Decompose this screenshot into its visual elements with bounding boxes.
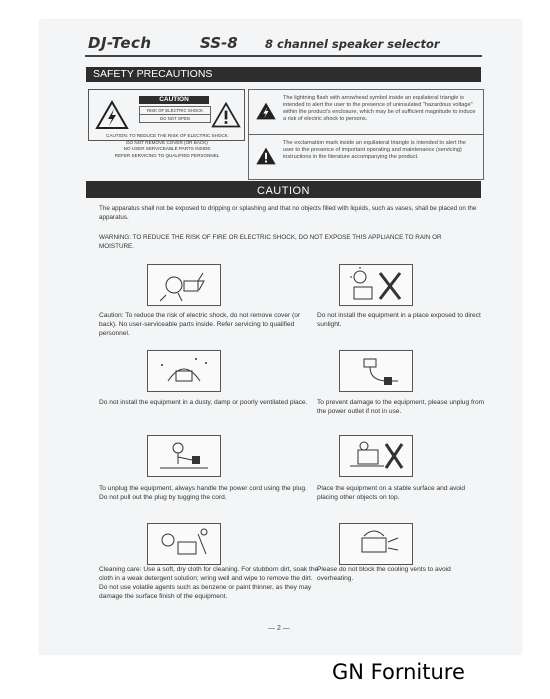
ventilation-illustration	[339, 523, 413, 565]
watermark-text: GN Forniture	[332, 660, 465, 684]
instruction-text-dusty: Do not install the equipment in a dusty, damp or poorly ventilated place.	[99, 399, 308, 406]
caution-risk-text: RISK OF ELECTRIC SHOCK	[139, 106, 211, 115]
stable-surface-illustration	[339, 435, 413, 477]
lightning-triangle-icon	[255, 100, 277, 122]
caution-label: CAUTION	[139, 96, 209, 104]
page-number: — 2 —	[268, 625, 290, 632]
lightning-symbol-explanation	[248, 89, 484, 135]
lightning-explanation-text: The lightning flash with arrowhead symbol inside an equilateral triangle is intended to alert the user to the presence of uninsulated "hazardous voltage" within the product's enclosure, which may be of sufficient magnitude to induce a risk of electric shock to persons.	[283, 95, 476, 122]
caution-instructions	[87, 133, 247, 159]
caution-heading	[86, 181, 481, 198]
caution-title: CAUTION	[257, 185, 310, 197]
caution-paragraph-warning: WARNING: TO REDUCE THE RISK OF FIRE OR ELECTRIC SHOCK, DO NOT EXPOSE THIS APPLIANCE TO RAIN OR MOISTURE.	[99, 234, 442, 250]
lightning-warning-icon	[95, 100, 129, 130]
plug-handling-illustration	[147, 435, 221, 477]
instruction-text-unplug: To prevent damage to the equipment, please unplug from the power outlet if not in use.	[317, 399, 485, 415]
model-name: SS-8	[200, 34, 238, 52]
caution-paragraph-liquids: The apparatus shall not be exposed to dripping or splashing and that no objects filled with liquids, such as vases, shall be placed on the apparatus.	[99, 205, 477, 221]
caution-text-line: CAUTION: TO REDUCE THE RISK OF ELECTRIC SHOCK	[106, 133, 228, 138]
dusty-place-illustration	[147, 350, 221, 392]
instruction-text-plug: To unplug the equipment, always handle the power cord using the plug. Do not pull out the plug by tugging the cord.	[99, 485, 307, 501]
exclamation-symbol-explanation	[248, 134, 484, 180]
caution-text-line: DO NOT REMOVE COVER (OR BACK)	[126, 139, 208, 145]
caution-text-line: NO USER SERVICEABLE PARTS INSIDE	[123, 146, 211, 152]
cleaning-illustration	[147, 523, 221, 565]
caution-text-line: REFER SERVICING TO QUALIFIED PERSONNEL	[114, 152, 220, 158]
brand-logo: DJ-Tech	[88, 34, 152, 52]
electric-shock-illustration	[147, 264, 221, 306]
sunlight-illustration	[339, 264, 413, 306]
safety-precautions-heading	[86, 67, 481, 82]
header-rule	[85, 55, 482, 57]
manual-page	[40, 20, 521, 654]
instruction-text-sunlight: Do not install the equipment in a place exposed to direct sunlight.	[317, 312, 481, 328]
exclamation-warning-icon	[211, 100, 241, 130]
instruction-text-cleaning: Cleaning care: Use a soft, dry cloth for cleaning. For stubborn dirt, soak the cloth in a weak detergent solution; wring well and wipe to remove the dirt. Do not use volatile agents such as benzene or paint thinner, as they may damage the surface finish of the equipment.	[99, 566, 319, 600]
product-subtitle: 8 channel speaker selector	[265, 37, 440, 51]
instruction-text-electric-shock: Caution: To reduce the risk of electric shock, do not remove cover (or back). No user-serviceable parts inside. Refer servicing to qualified personnel.	[99, 312, 301, 337]
safety-title: SAFETY PRECAUTIONS	[93, 68, 213, 80]
caution-do-not-open: DO NOT OPEN	[139, 114, 211, 123]
exclamation-explanation-text: The exclamation mark inside an equilateral triangle is intended to alert the user to the presence of important operating and maintenance (servicing) instructions in the literature accompanying the product.	[283, 140, 466, 160]
unplug-illustration	[339, 350, 413, 392]
exclamation-triangle-icon	[255, 145, 277, 167]
instruction-text-stable: Place the equipment on a stable surface and avoid placing other objects on top.	[317, 485, 466, 501]
instruction-text-ventilation: Please do not block the cooling vents to avoid overheating.	[317, 566, 451, 582]
